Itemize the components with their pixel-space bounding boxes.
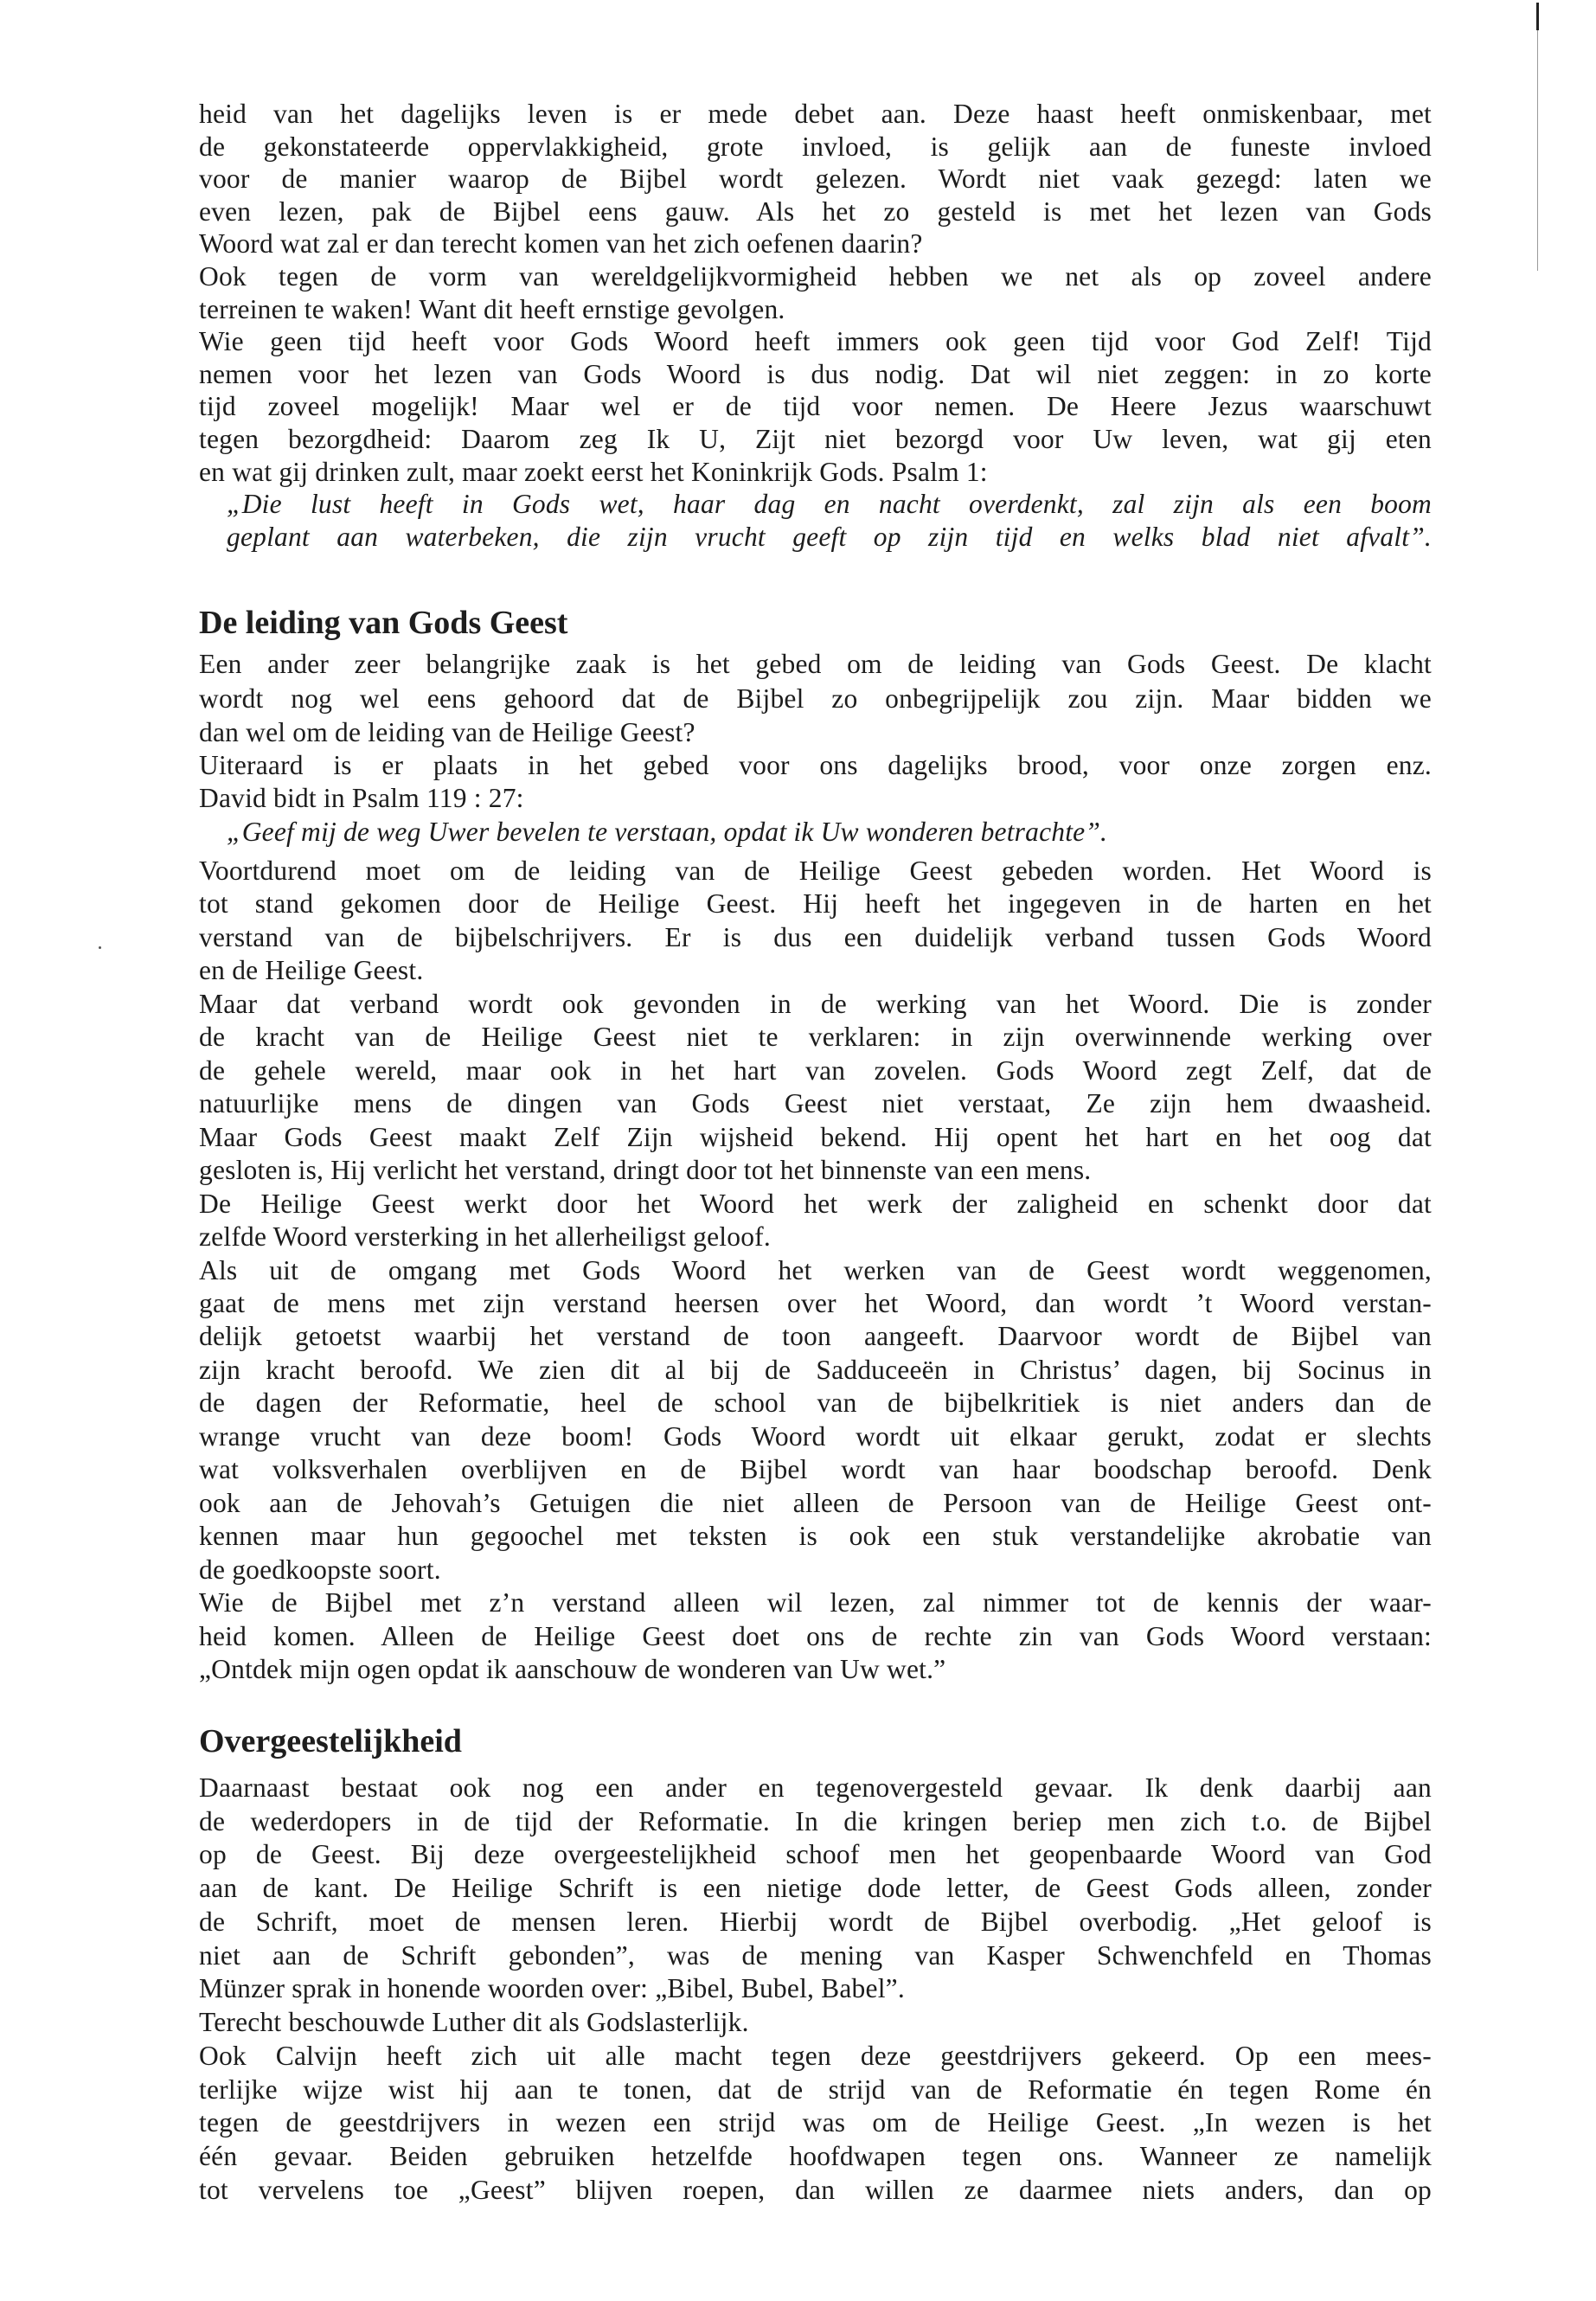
paragraph-line: natuurlijke mens de dingen van Gods Geest niet verstaat, Ze zijn hem dwaasheid.	[199, 1088, 1432, 1118]
paragraph-line: terlijke wijze wist hij aan te tonen, dat de strijd van de Reformatie én tegen Rome én	[199, 2074, 1432, 2105]
paragraph-line: Münzer sprak in honende woorden over: „Bibel, Bubel, Babel”.	[199, 1973, 905, 2003]
paragraph-line: heid komen. Alleen de Heilige Geest doet ons de rechte zin van Gods Woord verstaan:	[199, 1621, 1432, 1651]
scan-edge-line	[1537, 30, 1538, 271]
paragraph-line: Voortdurend moet om de leiding van de Heilige Geest gebeden worden. Het Woord is	[199, 856, 1432, 886]
paragraph-line: tegen bezorgdheid: Daarom zeg Ik U, Zijt niet bezorgd voor Uw leven, wat gij eten	[199, 424, 1432, 454]
paragraph-line: wrange vrucht van deze boom! Gods Woord wordt uit elkaar gerukt, zodat er slechts	[199, 1421, 1432, 1452]
scan-speck	[99, 946, 101, 949]
paragraph-line: Uiteraard is er plaats in het gebed voor ons dagelijks brood, voor onze zorgen enz.	[199, 750, 1432, 780]
paragraph-line: delijk getoetst waarbij het verstand de toon aangeeft. Daarvoor wordt de Bijbel van	[199, 1321, 1432, 1351]
paragraph-line: verstand van de bijbelschrijvers. Er is dus een duidelijk verband tussen Gods Woord	[199, 922, 1432, 952]
paragraph-line: en de Heilige Geest.	[199, 955, 424, 985]
paragraph-line: Woord wat zal er dan terecht komen van het zich oefenen daarin?	[199, 228, 923, 259]
paragraph-line: Ook Calvijn heeft zich uit alle macht tegen deze geestdrijvers gekeerd. Op een mees-	[199, 2041, 1432, 2071]
paragraph-line: de Schrift, moet de mensen leren. Hierbij wordt de Bijbel overbodig. „Het geloof is	[199, 1907, 1432, 1937]
paragraph-line: zijn kracht beroofd. We zien dit al bij de Sadduceeën in Christus’ dagen, bij Socinus in	[199, 1355, 1432, 1385]
section-heading: De leiding van Gods Geest	[199, 605, 568, 641]
paragraph-line: „Ontdek mijn ogen opdat ik aanschouw de wonderen van Uw wet.”	[199, 1654, 946, 1684]
paragraph-line: ook aan de Jehovah’s Getuigen die niet alleen de Persoon van de Heilige Geest ont-	[199, 1488, 1432, 1518]
paragraph-line: heid van het dagelijks leven is er mede debet aan. Deze haast heeft onmiskenbaar, met	[199, 99, 1432, 129]
paragraph-line: de goedkoopste soort.	[199, 1554, 441, 1585]
paragraph-line: Daarnaast bestaat ook nog een ander en tegenovergesteld gevaar. Ik denk daarbij aan	[199, 1772, 1432, 1803]
paragraph-line: dan wel om de leiding van de Heilige Geest?	[199, 717, 695, 747]
paragraph-line: tegen de geestdrijvers in wezen een strijd was om de Heilige Geest. „In wezen is het	[199, 2107, 1432, 2138]
paragraph-line: de dagen der Reformatie, heel de school van de bijbelkritiek is niet anders dan de	[199, 1388, 1432, 1418]
paragraph-line: Als uit de omgang met Gods Woord het werken van de Geest wordt weggenomen,	[199, 1255, 1432, 1285]
paragraph-line: De Heilige Geest werkt door het Woord het werk der zaligheid en schenkt door dat	[199, 1189, 1432, 1219]
paragraph-line: Maar dat verband wordt ook gevonden in de werking van het Woord. Die is zonder	[199, 989, 1432, 1019]
paragraph-line: tijd zoveel mogelijk! Maar wel er de tijd voor nemen. De Heere Jezus waarschuwt	[199, 391, 1432, 421]
paragraph-line: even lezen, pak de Bijbel eens gauw. Als het zo gesteld is met het lezen van Gods	[199, 196, 1432, 227]
scan-edge-mark	[1536, 3, 1539, 30]
paragraph-line: wat volksverhalen overblijven en de Bijbel wordt van haar boodschap beroofd. Denk	[199, 1454, 1432, 1484]
paragraph-line: kennen maar hun gegoochel met teksten is ook een stuk verstandelijke akrobatie van	[199, 1521, 1432, 1551]
paragraph-line: tot stand gekomen door de Heilige Geest. Hij heeft het ingegeven in de harten en het	[199, 888, 1432, 919]
paragraph-line: Terecht beschouwde Luther dit als Godslasterlijk.	[199, 2007, 749, 2037]
paragraph-line: nemen voor het lezen van Gods Woord is dus nodig. Dat wil niet zeggen: in zo korte	[199, 359, 1432, 389]
paragraph-line: gaat de mens met zijn verstand heersen over het Woord, dan wordt ’t Woord verstan-	[199, 1288, 1432, 1318]
paragraph-line: gesloten is, Hij verlicht het verstand, dringt door tot het binnenste van een mens.	[199, 1155, 1092, 1185]
paragraph-line: Ook tegen de vorm van wereldgelijkvormigheid hebben we net als op zoveel andere	[199, 261, 1432, 292]
quote-line: geplant aan waterbeken, die zijn vrucht geeft op zijn tijd en welks blad niet afvalt”.	[227, 522, 1432, 552]
quote-line: „Geef mij de weg Uwer bevelen te verstaan, opdat ik Uw wonderen betrachte”.	[227, 817, 1108, 847]
paragraph-line: aan de kant. De Heilige Schrift is een nietige dode letter, de Geest Gods alleen, zonder	[199, 1873, 1432, 1903]
paragraph-line: op de Geest. Bij deze overgeestelijkheid schoof men het geopenbaarde Woord van God	[199, 1839, 1432, 1869]
paragraph-line: de gekonstateerde oppervlakkigheid, grote invloed, is gelijk aan de funeste invloed	[199, 131, 1432, 162]
quote-line: „Die lust heeft in Gods wet, haar dag en nacht overdenkt, zal zijn als een boom	[227, 489, 1432, 519]
paragraph-line: terreinen te waken! Want dit heeft ernstige gevolgen.	[199, 294, 785, 324]
paragraph-line: David bidt in Psalm 119 : 27:	[199, 783, 524, 813]
paragraph-line: Wie de Bijbel met z’n verstand alleen wil lezen, zal nimmer tot de kennis der waar-	[199, 1587, 1432, 1618]
paragraph-line: voor de manier waarop de Bijbel wordt gelezen. Wordt niet vaak gezegd: laten we	[199, 163, 1432, 194]
paragraph-line: niet aan de Schrift gebonden”, was de mening van Kasper Schwenchfeld en Thomas	[199, 1940, 1432, 1971]
paragraph-line: één gevaar. Beiden gebruiken hetzelfde hoofdwapen tegen ons. Wanneer ze namelijk	[199, 2141, 1432, 2171]
paragraph-line: en wat gij drinken zult, maar zoekt eerst het Koninkrijk Gods. Psalm 1:	[199, 457, 988, 487]
paragraph-line: Een ander zeer belangrijke zaak is het gebed om de leiding van Gods Geest. De klacht	[199, 649, 1432, 679]
paragraph-line: de kracht van de Heilige Geest niet te verklaren: in zijn overwinnende werking over	[199, 1022, 1432, 1052]
paragraph-line: tot vervelens toe „Geest” blijven roepen, dan willen ze daarmee niets anders, dan op	[199, 2175, 1432, 2205]
paragraph-line: de wederdopers in de tijd der Reformatie. In die kringen beriep men zich t.o. de Bijbel	[199, 1806, 1432, 1836]
paragraph-line: Maar Gods Geest maakt Zelf Zijn wijsheid bekend. Hij opent het hart en het oog dat	[199, 1122, 1432, 1152]
paragraph-line: zelfde Woord versterking in het allerheiligst geloof.	[199, 1221, 771, 1252]
section-heading: Overgeestelijkheid	[199, 1723, 462, 1759]
paragraph-line: Wie geen tijd heeft voor Gods Woord heeft immers ook geen tijd voor God Zelf! Tijd	[199, 326, 1432, 356]
paragraph-line: wordt nog wel eens gehoord dat de Bijbel zo onbegrijpelijk zou zijn. Maar bidden we	[199, 683, 1432, 714]
paragraph-line: de gehele wereld, maar ook in het hart van zovelen. Gods Woord zegt Zelf, dat de	[199, 1055, 1432, 1086]
